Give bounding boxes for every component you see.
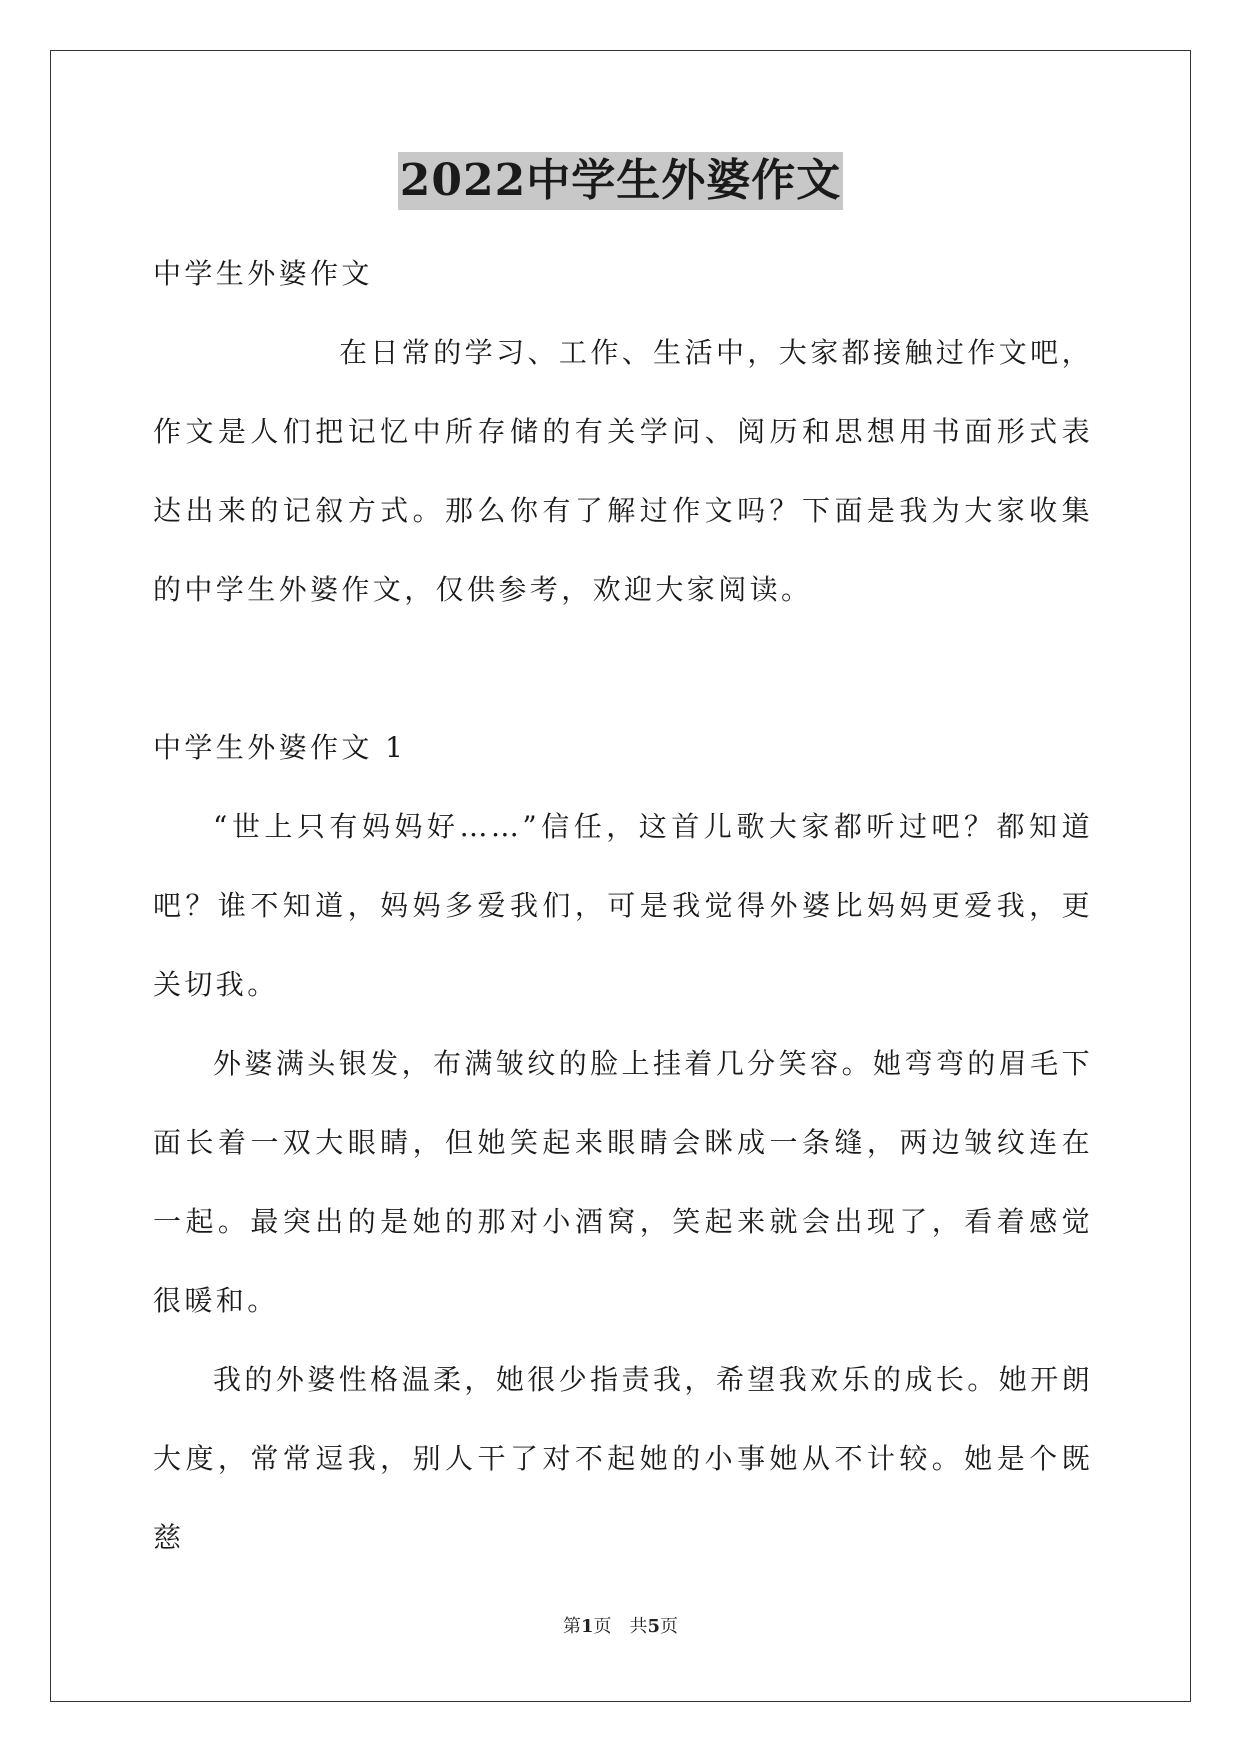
body-paragraph: “世上只有妈妈好……”信任，这首儿歌大家都听过吧？都知道吧？谁不知道，妈妈多爱我们，可是我觉得外婆比妈妈更爱我，更关切我。: [153, 810, 1093, 1001]
current-page-number: 1: [580, 1616, 594, 1637]
footer-middle: 页 共: [593, 1616, 648, 1637]
page-footer: [0, 1612, 1241, 1638]
intro-paragraph: 在日常的学习、工作、生活中，大家都接触过作文吧，作文是人们把记忆中所存储的有关学问、阅历和思想用书面形式表达出来的记叙方式。那么你有了解过作文吗？下面是我为大家收集的中学生外婆作文，仅供参考，欢迎大家阅读。: [153, 336, 1093, 606]
section-spacer: [153, 629, 1093, 708]
document-body: [153, 234, 1093, 1577]
total-page-number: 5: [647, 1616, 661, 1637]
title-wrap: [0, 152, 1241, 210]
section-heading: 中学生外婆作文 1: [153, 731, 407, 764]
body-paragraph: 外婆满头银发，布满皱纹的脸上挂着几分笑容。她弯弯的眉毛下面长着一双大眼睛，但她笑起来眼睛会眯成一条缝，两边皱纹连在一起。最突出的是她的那对小酒窝，笑起来就会出现了，看着感觉很暖和。: [153, 1047, 1093, 1317]
footer-prefix: 第: [562, 1616, 581, 1637]
document-subtitle: 中学生外婆作文: [153, 257, 373, 290]
document-title: 2022中学生外婆作文: [398, 152, 843, 210]
body-paragraph: 我的外婆性格温柔，她很少指责我，希望我欢乐的成长。她开朗大度，常常逗我，别人干了对不起她的小事她从不计较。她是个既慈: [153, 1363, 1093, 1554]
footer-suffix: 页: [660, 1616, 679, 1637]
